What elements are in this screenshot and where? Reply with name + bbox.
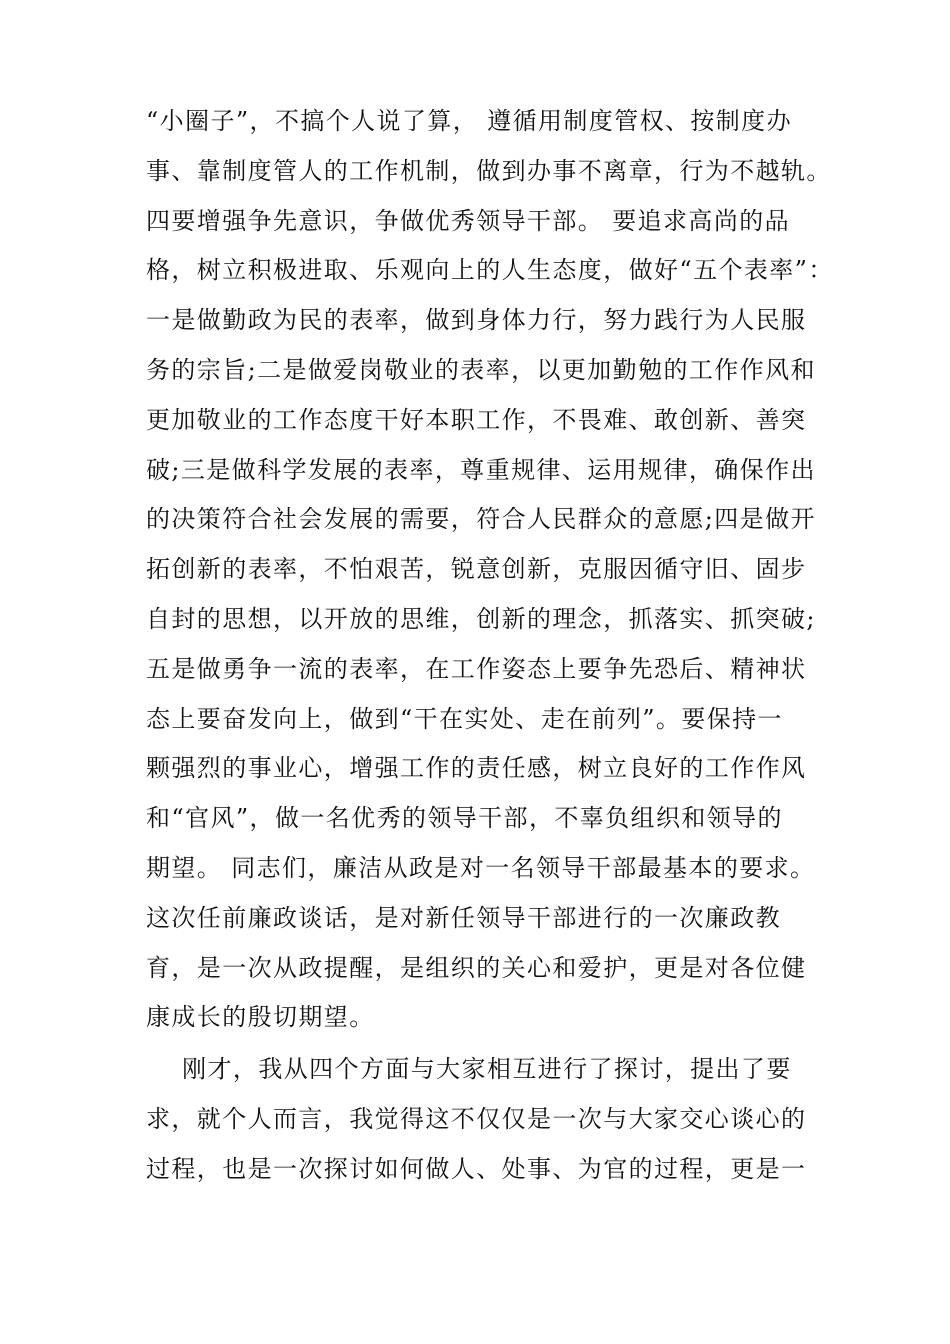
text-line: 四要增强争先意识，争做优秀领导干部。 要追求高尚的品 <box>146 206 791 235</box>
text-line: 更加敬业的工作态度干好本职工作，不畏难、敢创新、善突 <box>146 405 807 434</box>
body-text <box>146 97 834 1195</box>
text-line: 自封的思想，以开放的思维，创新的理念，抓落实、抓突破; <box>146 604 816 633</box>
text-line: 破;三是做科学发展的表率，尊重规律、运用规律，确保作出 <box>146 455 816 484</box>
text-line: 期望。 同志们，廉洁从政是对一名领导干部最基本的要求。 <box>146 853 816 882</box>
text-line: 求，就个人而言，我觉得这不仅仅是一次与大家交心谈心的 <box>146 1104 807 1133</box>
text-line: 一是做勤政为民的表率，做到身体力行，努力践行为人民服 <box>146 306 807 335</box>
text-line: 事、靠制度管人的工作机制，做到办事不离章，行为不越轨。 <box>146 156 832 185</box>
text-line: 康成长的殷切期望。 <box>146 1003 375 1032</box>
text-line: 五是做勇争一流的表率，在工作姿态上要争先恐后、精神状 <box>146 654 807 683</box>
text-line: 这次任前廉政谈话，是对新任领导干部进行的一次廉政教 <box>146 903 781 932</box>
text-line: 格，树立积极进取、乐观向上的人生态度，做好“五个表率”： <box>146 256 834 285</box>
text-line: 过程，也是一次探讨如何做人、处事、为官的过程，更是一 <box>146 1154 807 1183</box>
text-line: 务的宗旨;二是做爱岗敬业的表率，以更加勤勉的工作作风和 <box>146 355 816 384</box>
text-line: 拓创新的表率，不怕艰苦，锐意创新，克服因循守旧、固步 <box>146 555 807 584</box>
text-line: 育，是一次从政提醒，是组织的关心和爱护，更是对各位健 <box>146 953 807 982</box>
text-line: “小圈子”，不搞个人说了算， 遵循用制度管权、按制度办 <box>146 107 792 135</box>
text-line: 的决策符合社会发展的需要，符合人民群众的意愿;四是做开 <box>146 505 816 534</box>
text-line: 和“官风”，做一名优秀的领导干部，不辜负组织和领导的 <box>146 804 783 833</box>
text-line: 态上要奋发向上，做到“干在实处、走在前列”。要保持一 <box>146 704 783 733</box>
text-line: 刚才，我从四个方面与大家相互进行了探讨，提出了要 <box>146 1055 792 1084</box>
text-line: 颗强烈的事业心，增强工作的责任感，树立良好的工作作风 <box>146 754 807 783</box>
